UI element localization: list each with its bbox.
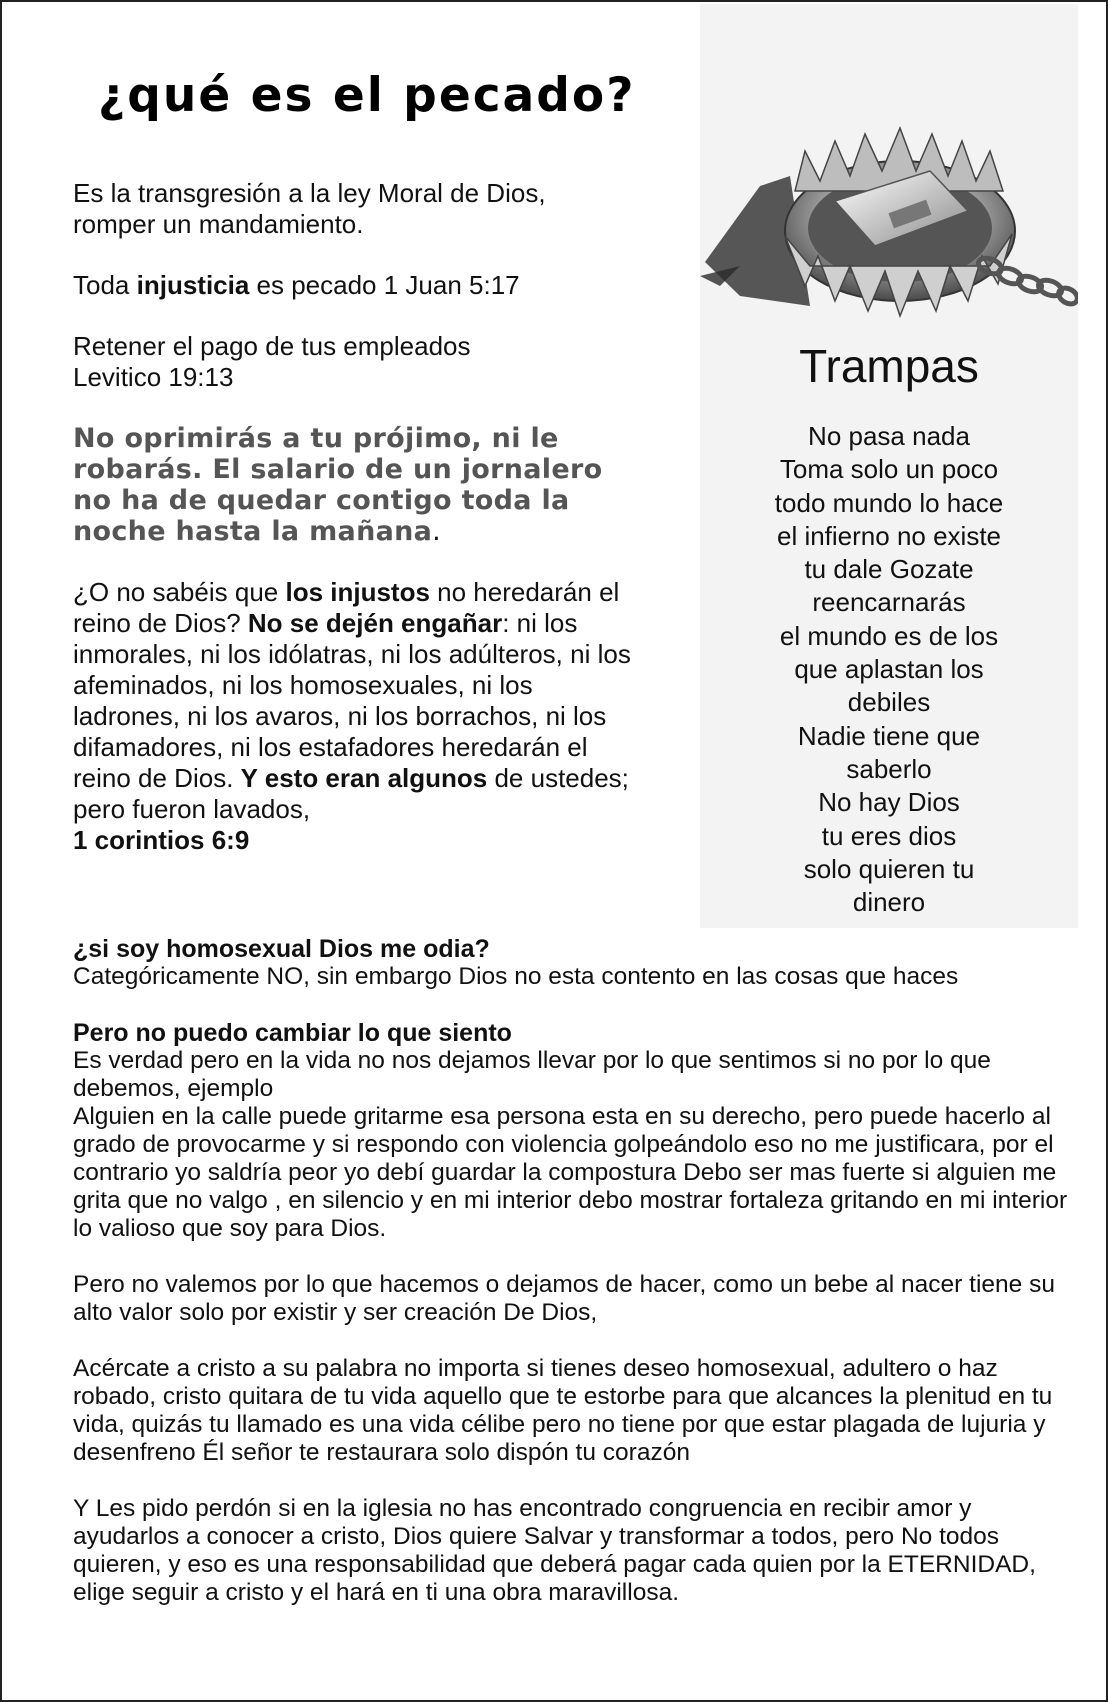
list-item: tu eres dios <box>821 820 957 851</box>
list-item: el infierno no existe <box>776 520 1002 551</box>
retener-text: Retener el pago de tus empleados Levitico 19:13 <box>73 331 471 392</box>
list-item: tu dale Gozate <box>804 554 974 585</box>
paragraph-value: Pero no valemos por lo que hacemos o dejamos de hacer, como un bebe al nacer tiene su alto valor solo por existir y ser creación De Dios, <box>73 1271 1055 1326</box>
question-homosexual: ¿si soy homosexual Dios me odia? <box>73 935 490 963</box>
cor-b1: los injustos <box>285 577 430 607</box>
quote-end: . <box>432 516 442 547</box>
list-item: Nadie tiene que <box>797 720 981 751</box>
injusticia-pre: Toda <box>73 270 137 300</box>
list-item: todo mundo lo hace <box>774 487 1004 518</box>
trampas-heading: Trampas <box>799 340 979 392</box>
corinthians-passage <box>73 577 633 825</box>
injusticia-post: es pecado 1 Juan 5:17 <box>249 270 520 300</box>
list-item: debiles <box>847 687 931 718</box>
levitico-quote <box>73 423 613 547</box>
cor-t1: ¿O no sabéis que <box>73 577 286 607</box>
injusticia-text <box>73 270 693 301</box>
left-column <box>73 178 693 856</box>
paragraph-example: Alguien en la calle puede gritarme esa persona esta en su derecho, pero puede hacerlo al grado de provocarme y si respondo con violencia golpeándolo eso no me justificara, por el contrario yo saldría peor yo debí guardar la compostura Debo ser mas fuerte si alguien me grita que no valgo , en silencio y en mi interior debo mostrar fortaleza gritando en mi interior lo valioso que soy para Dios. <box>73 1103 1068 1242</box>
list-item: dinero <box>852 887 926 918</box>
list-item: Toma solo un poco <box>779 454 999 485</box>
list-item: solo quieren tu <box>803 853 975 884</box>
list-item: que aplastan los <box>794 654 984 685</box>
list-item: No pasa nada <box>808 421 970 451</box>
list-item: reencarnarás <box>812 587 966 618</box>
cor-b3: Y esto eran algunos <box>240 763 488 793</box>
cor-t3: : ni los inmorales, ni los idólatras, ni los adúlteros, ni los afeminados, ni los homosexuales, ni los ladrones, ni los avaros, ni los borrachos, ni los difamadores, ni los estafadores heredarán el reino de Dios. <box>73 608 631 793</box>
cor-b2: No se dején engañar <box>247 608 503 638</box>
cor-t2: no heredarán el reino de Dios? <box>73 577 620 638</box>
answer-homosexual: Categóricamente NO, sin embargo Dios no esta contento en las cosas que haces <box>73 963 959 990</box>
corinthians-reference: 1 corintios 6:9 <box>73 825 250 855</box>
quote-text: No oprimirás a tu prójimo, ni le robarás. El salario de un jornalero no ha de quedar contigo toda la noche hasta la mañana <box>73 423 603 547</box>
list-item: No hay Dios <box>818 787 960 818</box>
list-item: el mundo es de los <box>779 620 999 651</box>
page-title: ¿qué es el pecado? <box>98 68 636 123</box>
definition-text: Es la transgresión a la ley Moral de Dios, romper un mandamiento. <box>73 178 546 239</box>
paragraph-feelings: Es verdad pero en la vida no nos dejamos llevar por lo que sentimos si no por lo que debemos, ejemplo <box>73 1047 991 1102</box>
bottom-section <box>73 935 1083 1607</box>
injusticia-bold: injusticia <box>136 270 250 300</box>
paragraph-cristo: Acércate a cristo a su palabra no importa si tienes deseo homosexual, adultero o haz robado, cristo quitara de tu vida aquello que te estorbe para que alcances la plenitud en tu vida, quizás tu llamado es una vida célibe pero no tiene por que estar plagada de lujuria y desenfreno Él señor te restaurara solo dispón tu corazón <box>73 1355 1053 1466</box>
paragraph-perdon: Y Les pido perdón si en la iglesia no has encontrado congruencia en recibir amor y ayudarlos a conocer a cristo, Dios quiere Salvar y transformar a todos, pero No todos quieren, y eso es una responsabilidad que deberá pagar cada quien por la ETERNIDAD, elige seguir a cristo y el hará en ti una obra maravillosa. <box>73 1495 1036 1606</box>
bear-trap-icon <box>700 116 1078 341</box>
cor-t4: de ustedes; pero fueron lavados, <box>73 763 629 824</box>
question-feelings: Pero no puedo cambiar lo que siento <box>73 1019 512 1047</box>
trampas-list <box>700 420 1078 919</box>
list-item: saberlo <box>846 753 932 784</box>
trampas-sidebar <box>700 4 1078 928</box>
